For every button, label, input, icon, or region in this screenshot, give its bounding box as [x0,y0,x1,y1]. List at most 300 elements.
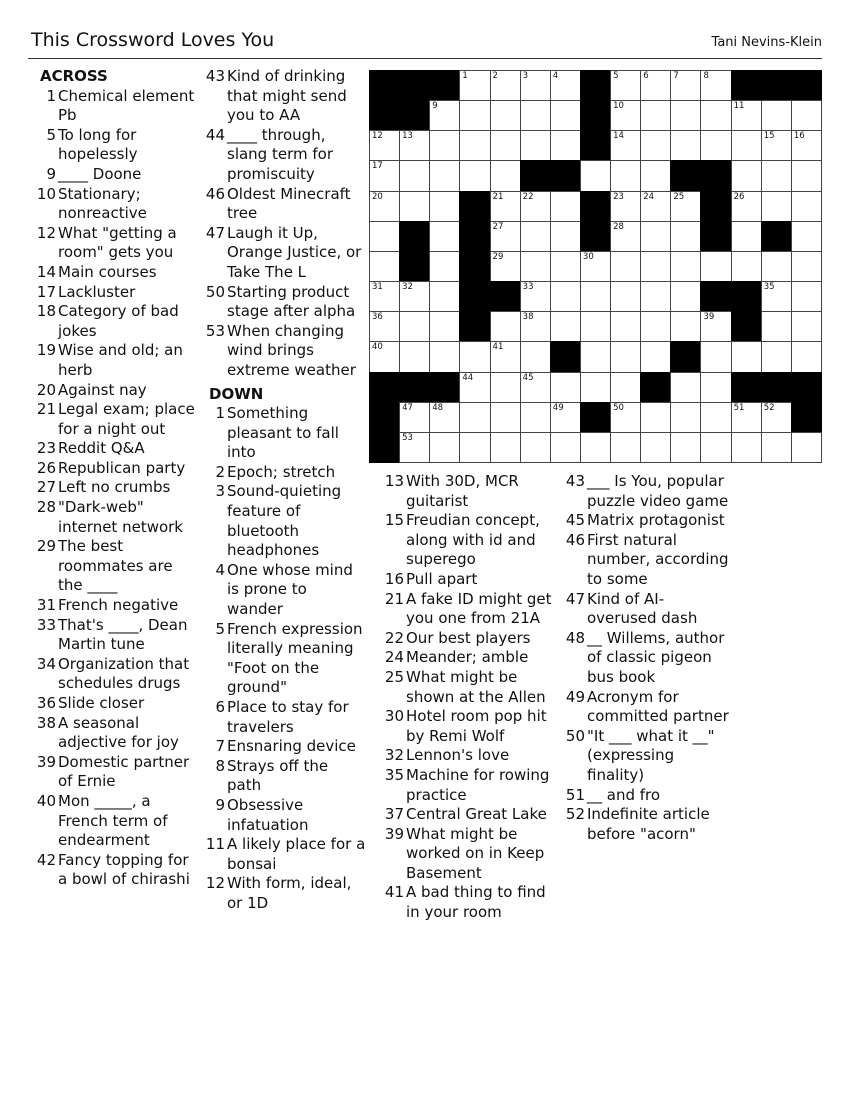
grid-block [761,221,792,252]
clue-text: The best roommates are the ____ [58,537,173,595]
clue-number: 19 [36,341,56,360]
clue-text: Something pleasant to fall into [227,404,339,462]
grid-cell[interactable] [429,432,460,463]
grid-cell[interactable] [490,251,521,282]
down-clue [561,727,731,786]
grid-cell[interactable] [580,432,611,463]
clue-number: 5 [215,619,225,638]
clue-number: 2 [215,462,225,481]
clue-text: Sound-quieting feature of bluetooth headphones [227,482,342,560]
clue-column-2 [201,67,366,914]
clue-number: 8 [215,756,225,775]
grid-block [580,191,611,222]
grid-cell[interactable] [700,70,731,101]
grid-cell[interactable] [429,130,460,161]
down-clue [561,472,731,511]
clue-text: A fake ID might get you one from 21A [406,589,552,628]
down-heading: DOWN [209,384,264,403]
grid-cell[interactable] [490,221,521,252]
cell-number: 8 [703,71,709,81]
clue-text: Stationary; nonreactive [58,184,147,223]
grid-cell[interactable] [459,432,490,463]
grid-cell[interactable] [520,70,551,101]
grid-cell[interactable] [399,160,430,191]
grid-cell[interactable] [429,100,460,131]
clue-number: 27 [36,478,56,497]
clue-text: Category of bad jokes [58,302,179,340]
grid-cell[interactable] [520,130,551,161]
grid-cell[interactable] [761,281,792,312]
clue-number: 21 [36,400,56,419]
clue-text: Domestic partner of Ernie [58,752,190,791]
grid-cell[interactable] [369,130,400,161]
down-clue [201,874,366,913]
clue-text: Kind of drinking that might send you to AA [227,67,347,125]
grid-block [670,341,701,372]
grid-cell[interactable] [610,221,641,252]
grid-cell[interactable] [490,432,521,463]
grid-cell[interactable] [791,341,822,372]
grid-block [459,251,490,282]
grid-cell[interactable] [490,402,521,433]
grid-block [791,402,822,433]
cell-number: 39 [703,312,715,323]
grid-cell[interactable] [580,341,611,372]
grid-cell[interactable] [610,100,641,131]
grid-cell[interactable] [761,100,792,131]
clue-text: Pull apart [406,569,478,588]
clue-number: 13 [384,472,404,490]
clue-number: 30 [384,707,404,726]
down-clue [380,883,555,922]
grid-cell[interactable] [429,191,460,222]
grid-block [580,402,611,433]
down-clue [201,463,366,483]
clue-text: Chemical element Pb [58,86,195,125]
grid-cell[interactable] [520,402,551,433]
clue-text: What might be shown at the Allen [406,667,546,706]
grid-block [550,341,581,372]
grid-cell[interactable] [490,191,521,222]
clue-number: 31 [36,596,56,615]
grid-cell[interactable] [670,372,701,403]
across-clue [32,263,197,283]
grid-cell[interactable] [700,130,731,161]
grid-cell[interactable] [520,281,551,312]
clue-number: 21 [384,589,404,608]
grid-cell[interactable] [550,311,581,342]
grid-cell[interactable] [640,70,671,101]
across-clue [201,283,366,322]
grid-block [550,160,581,191]
across-clue [201,185,366,224]
grid-cell[interactable] [520,191,551,222]
cell-number: 31 [372,282,383,293]
clue-text: A seasonal adjective for joy [58,713,179,752]
grid-cell[interactable] [670,311,701,342]
grid-cell[interactable] [490,372,521,403]
grid-cell[interactable] [459,130,490,161]
grid-block [700,160,731,191]
grid-cell[interactable] [550,281,581,312]
grid-cell[interactable] [640,341,671,372]
grid-cell[interactable] [610,191,641,222]
grid-cell[interactable] [670,432,701,463]
grid-block [459,221,490,252]
cell-number: 5 [613,71,619,81]
down-clue [561,688,731,727]
grid-cell[interactable] [520,311,551,342]
grid-cell[interactable] [731,100,762,131]
grid-cell[interactable] [610,402,641,433]
grid-cell[interactable] [459,372,490,403]
grid-cell[interactable] [429,341,460,372]
clue-number: 1 [215,404,225,423]
clue-text: Lackluster [58,282,136,301]
clue-text: "It ___ what it __" (expressing finality) [587,726,715,784]
grid-block [429,372,460,403]
down-clue [380,766,555,805]
header-divider [28,58,822,59]
clue-number: 7 [215,737,225,756]
grid-cell[interactable] [459,160,490,191]
grid-cell[interactable] [640,432,671,463]
cell-number: 16 [793,131,805,142]
across-clue [32,302,197,341]
grid-cell[interactable] [580,311,611,342]
grid-cell[interactable] [369,311,400,342]
grid-cell[interactable] [761,251,792,282]
clue-text: To long for hopelessly [58,125,138,164]
grid-cell[interactable] [369,251,400,282]
grid-cell[interactable] [369,221,400,252]
grid-cell[interactable] [700,402,731,433]
clue-number: 20 [36,380,56,399]
grid-cell[interactable] [791,221,822,252]
clue-number: 40 [36,791,56,810]
grid-cell[interactable] [700,311,731,342]
clue-number: 33 [36,615,56,634]
down-clue [201,404,366,463]
grid-cell[interactable] [791,432,822,463]
grid-cell[interactable] [429,281,460,312]
grid-block [399,221,430,252]
grid-cell[interactable] [580,251,611,282]
clue-text: One whose mind is prone to wander [227,560,353,619]
grid-cell[interactable] [761,160,792,191]
clue-text: ___ Is You, popular puzzle video game [587,472,729,510]
down-clue [201,737,366,757]
grid-cell[interactable] [490,130,521,161]
author-name: Tani Nevins-Klein [711,35,822,50]
grid-cell[interactable] [791,100,822,131]
grid-cell[interactable] [459,341,490,372]
across-clue [201,126,366,185]
grid-cell[interactable] [731,191,762,222]
grid-cell[interactable] [731,160,762,191]
grid-cell[interactable] [490,70,521,101]
clue-number: 6 [215,698,225,716]
grid-cell[interactable] [520,251,551,282]
clue-text: ____ through, slang term for promiscuity [227,125,333,183]
grid-cell[interactable] [520,221,551,252]
grid-cell[interactable] [550,191,581,222]
cell-number: 44 [462,372,474,383]
grid-cell[interactable] [640,130,671,161]
down-clue [561,629,731,688]
grid-cell[interactable] [610,130,641,161]
clue-number: 35 [384,765,404,784]
cell-number: 47 [402,402,413,413]
grid-cell[interactable] [490,311,521,342]
grid-cell[interactable] [550,221,581,252]
grid-cell[interactable] [640,311,671,342]
cell-number: 52 [763,402,775,413]
clue-text: Indefinite article before "acorn" [587,805,710,843]
grid-block [640,372,671,403]
cell-number: 4 [552,71,559,81]
grid-cell[interactable] [731,130,762,161]
grid-cell[interactable] [731,341,762,372]
clue-text: Against nay [58,380,147,399]
clue-number: 1 [46,86,56,105]
clue-number: 36 [36,694,56,712]
clue-text: Lennon's love [406,746,510,765]
grid-cell[interactable] [761,432,792,463]
grid-cell[interactable] [761,402,792,433]
clue-text: Place to stay for travelers [227,698,349,736]
grid-cell[interactable] [791,191,822,222]
grid-cell[interactable] [429,311,460,342]
grid-block [580,70,611,101]
clue-text: French negative [58,596,179,615]
grid-cell[interactable] [640,221,671,252]
clue-text: "Dark-web" internet network [58,498,183,536]
down-clue [561,805,731,844]
grid-cell[interactable] [670,281,701,312]
down-clue [380,590,555,629]
grid-cell[interactable] [399,281,430,312]
grid-cell[interactable] [791,160,822,191]
grid-cell[interactable] [490,100,521,131]
grid-cell[interactable] [670,70,701,101]
grid-cell[interactable] [399,311,430,342]
grid-cell[interactable] [459,70,490,101]
grid-cell[interactable] [399,432,430,463]
grid-cell[interactable] [550,251,581,282]
grid-cell[interactable] [761,130,792,161]
cell-number: 25 [673,191,685,202]
clue-text: __ and fro [587,785,661,804]
down-clue [380,746,555,766]
down-clue [201,757,366,796]
grid-cell[interactable] [550,372,581,403]
grid-cell[interactable] [670,130,701,161]
grid-block [399,372,430,403]
grid-cell[interactable] [791,130,822,161]
grid-block [429,70,460,101]
grid-cell[interactable] [640,402,671,433]
cell-number: 15 [763,131,775,142]
grid-cell[interactable] [640,281,671,312]
across-clue [201,224,366,283]
down-clue [201,482,366,560]
grid-cell[interactable] [520,432,551,463]
clue-text: What "getting a room" gets you [58,223,177,262]
cell-number: 29 [492,251,504,262]
grid-cell[interactable] [670,221,701,252]
grid-block [580,100,611,131]
grid-cell[interactable] [399,402,430,433]
clue-number: 50 [205,282,225,301]
grid-cell[interactable] [791,251,822,282]
grid-cell[interactable] [550,70,581,101]
clue-number: 17 [36,282,56,301]
cell-number: 33 [522,282,534,293]
grid-cell[interactable] [550,100,581,131]
grid-block [459,311,490,342]
grid-cell[interactable] [700,432,731,463]
grid-cell[interactable] [731,221,762,252]
grid-cell[interactable] [520,341,551,372]
cell-number: 24 [643,191,655,202]
grid-cell[interactable] [640,191,671,222]
clue-number: 52 [565,805,585,824]
clue-text: __ Willems, author of classic pigeon bus book [587,628,725,686]
down-clue [380,707,555,746]
grid-cell[interactable] [610,311,641,342]
grid-cell[interactable] [369,341,400,372]
grid-cell[interactable] [490,341,521,372]
grid-cell[interactable] [700,100,731,131]
grid-cell[interactable] [670,251,701,282]
grid-cell[interactable] [640,100,671,131]
grid-block [369,70,400,101]
grid-block [670,160,701,191]
grid-block [399,70,430,101]
grid-cell[interactable] [700,341,731,372]
clue-text: Starting product stage after alpha [227,282,356,321]
grid-cell[interactable] [550,130,581,161]
grid-cell[interactable] [429,402,460,433]
clue-number: 46 [205,184,225,203]
across-clue [32,753,197,792]
clue-number: 34 [36,654,56,673]
clue-number: 32 [384,746,404,765]
grid-cell[interactable] [490,160,521,191]
cell-number: 7 [673,71,679,81]
grid-cell[interactable] [399,341,430,372]
grid-cell[interactable] [700,372,731,403]
grid-cell[interactable] [791,311,822,342]
grid-cell[interactable] [610,281,641,312]
grid-cell[interactable] [369,160,400,191]
across-clue [32,224,197,263]
grid-block [761,70,792,101]
cell-number: 1 [462,71,468,81]
grid-cell[interactable] [429,160,460,191]
cell-number: 10 [613,101,624,112]
grid-cell[interactable] [369,191,400,222]
grid-cell[interactable] [399,130,430,161]
grid-cell[interactable] [459,402,490,433]
down-clue [380,570,555,590]
clue-number: 45 [565,511,585,530]
grid-cell[interactable] [459,100,490,131]
clue-text: Epoch; stretch [227,462,336,481]
grid-block [520,160,551,191]
grid-cell[interactable] [429,251,460,282]
grid-cell[interactable] [700,251,731,282]
grid-cell[interactable] [580,160,611,191]
grid-cell[interactable] [399,191,430,222]
clue-text: A likely place for a bonsai [227,835,366,873]
grid-cell[interactable] [761,341,792,372]
grid-cell[interactable] [731,251,762,282]
down-clue [561,531,731,590]
grid-cell[interactable] [580,372,611,403]
cell-number: 49 [552,402,564,413]
grid-cell[interactable] [761,191,792,222]
grid-block [580,130,611,161]
grid-cell[interactable] [731,432,762,463]
grid-cell[interactable] [670,191,701,222]
clue-text: Matrix protagonist [587,511,725,530]
clue-number: 29 [36,537,56,556]
clue-text: That's ____, Dean Martin tune [58,615,188,654]
grid-cell[interactable] [791,281,822,312]
grid-cell[interactable] [520,100,551,131]
grid-cell[interactable] [610,251,641,282]
clue-number: 39 [384,824,404,843]
clue-number: 12 [205,874,225,893]
grid-cell[interactable] [670,402,701,433]
grid-cell[interactable] [640,160,671,191]
grid-cell[interactable] [520,372,551,403]
grid-cell[interactable] [550,432,581,463]
clue-text: Slide closer [58,694,145,712]
down-clue [380,805,555,825]
across-clue [32,537,197,596]
clue-number: 42 [36,850,56,869]
grid-cell[interactable] [369,281,400,312]
clue-text: Reddit Q&A [58,439,145,458]
grid-cell[interactable] [731,402,762,433]
grid-cell[interactable] [610,432,641,463]
grid-cell[interactable] [761,311,792,342]
grid-block [369,432,400,463]
clue-number: 43 [205,67,225,85]
clue-text: Mon _____, a French term of endearment [58,791,168,850]
grid-cell[interactable] [610,372,641,403]
grid-cell[interactable] [610,70,641,101]
cell-number: 11 [733,101,745,112]
clue-text: Strays off the path [227,756,329,795]
grid-cell[interactable] [610,160,641,191]
cell-number: 9 [432,101,438,112]
cell-number: 2 [492,71,498,81]
grid-cell[interactable] [429,221,460,252]
grid-cell[interactable] [580,281,611,312]
clue-text: With 30D, MCR guitarist [406,472,519,510]
grid-cell[interactable] [550,402,581,433]
cell-number: 32 [402,282,413,293]
grid-cell[interactable] [640,251,671,282]
grid-cell[interactable] [610,341,641,372]
clue-number: 50 [565,726,585,745]
grid-cell[interactable] [670,100,701,131]
grid-block [761,372,792,403]
